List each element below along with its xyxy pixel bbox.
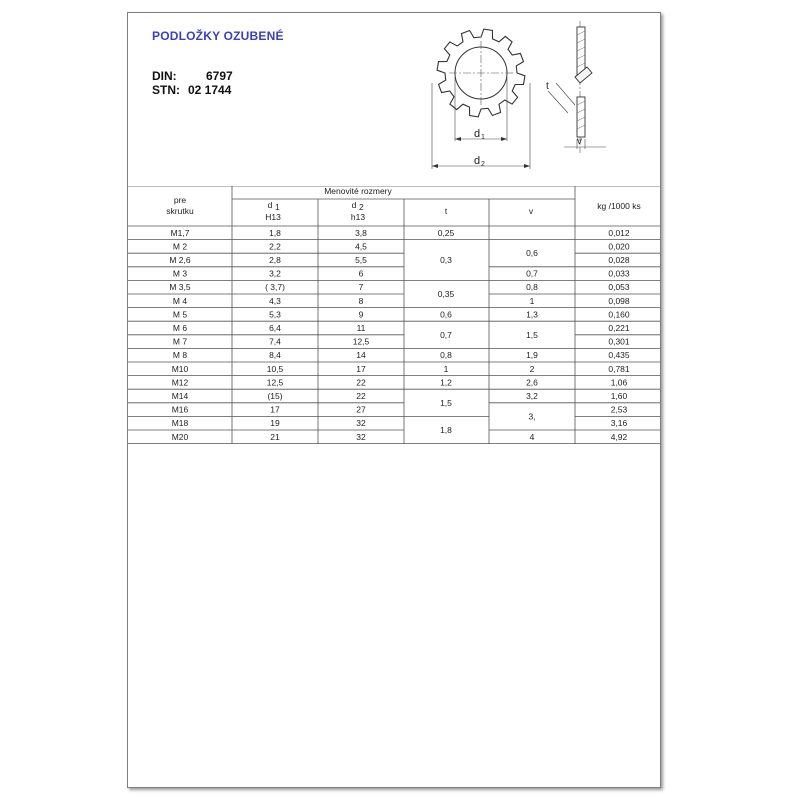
cell-d1: 19 — [270, 418, 280, 429]
cell-weight: 1,06 — [610, 377, 628, 388]
cell-v: 0,6 — [526, 248, 538, 259]
cell-d2: 7 — [358, 282, 364, 293]
cell-d2: 17 — [356, 363, 366, 374]
header-t: t — [444, 206, 448, 216]
cell-weight: 0,020 — [608, 241, 630, 252]
cell-screw-size: M16 — [171, 404, 189, 415]
cell-d2: 4,5 — [355, 241, 367, 252]
cell-d2: 9 — [358, 309, 364, 320]
cell-weight: 2,53 — [610, 404, 628, 415]
cell-d2: 22 — [356, 391, 366, 401]
header-skrutku: skrutku — [166, 206, 194, 216]
cell-screw-size: M10 — [171, 363, 189, 374]
d2-dimension — [432, 83, 530, 169]
toothed-washer-front-view — [437, 29, 525, 117]
header-d2-tolerance: h13 — [350, 212, 366, 222]
cell-weight: 0,012 — [608, 227, 630, 238]
cell-screw-size: M 3 — [172, 268, 188, 279]
cell-screw-size: M 2 — [172, 241, 188, 252]
cell-weight: 0,301 — [608, 336, 630, 347]
cell-d1: (15) — [267, 391, 283, 401]
header-d1: d — [267, 200, 273, 210]
cell-v: 1,9 — [526, 350, 538, 361]
cell-d1: 4,3 — [269, 295, 281, 306]
cell-d1: 3,2 — [269, 268, 281, 279]
header-d2-subscript: 2 — [359, 202, 364, 212]
cell-d1: 17 — [270, 404, 280, 415]
cell-t: 1,5 — [440, 397, 452, 408]
cell-v: 2 — [529, 363, 535, 374]
cell-screw-size: M20 — [171, 431, 189, 442]
cell-v: 1,3 — [526, 309, 538, 320]
cell-weight: 0,098 — [608, 295, 630, 306]
cell-d2: 27 — [356, 404, 366, 415]
cell-screw-size: M14 — [171, 391, 189, 401]
table-header — [166, 186, 640, 222]
d2-subscript: 2 — [481, 161, 485, 168]
cell-t: 0,3 — [440, 255, 452, 265]
stn-value: 02 1744 — [188, 83, 232, 97]
cell-d1: 21 — [270, 431, 280, 442]
cell-d2: 22 — [356, 377, 366, 388]
cell-t: 0,8 — [440, 350, 452, 361]
cell-weight: 0,160 — [608, 309, 630, 320]
cell-d2: 14 — [356, 350, 366, 361]
cell-weight: 1,60 — [610, 391, 628, 401]
cell-v: 1,5 — [526, 329, 538, 340]
cell-screw-size: M 2,6 — [169, 255, 191, 265]
cell-d2: 12,5 — [352, 336, 370, 347]
cell-screw-size: M 3,5 — [169, 282, 191, 293]
cell-weight: 0,221 — [608, 323, 630, 333]
cell-t: 0,35 — [437, 289, 455, 299]
header-pre: pre — [173, 195, 187, 205]
cell-v: 1 — [529, 295, 535, 306]
cell-screw-size: M 7 — [172, 336, 188, 347]
cell-t: 1 — [443, 363, 449, 374]
cell-d1: ( 3,7) — [265, 282, 285, 293]
cell-weight: 0,435 — [608, 350, 630, 361]
cell-weight: 0,028 — [608, 255, 630, 265]
datasheet-page — [127, 12, 661, 788]
cell-v: 3,2 — [526, 391, 538, 401]
cell-weight: 0,781 — [608, 363, 630, 374]
cell-d2: 32 — [356, 431, 366, 442]
header-d1-subscript: 1 — [275, 202, 280, 212]
cell-screw-size: M1,7 — [170, 227, 190, 238]
cell-d2: 8 — [358, 295, 364, 306]
cell-weight: 3,16 — [610, 418, 628, 429]
cell-screw-size: M12 — [171, 377, 189, 388]
cell-screw-size: M 5 — [172, 309, 188, 320]
cell-d1: 8,4 — [269, 350, 281, 361]
cell-d1: 10,5 — [266, 363, 284, 374]
t-label: t — [546, 81, 549, 92]
cell-screw-size: M 4 — [172, 295, 188, 306]
cell-v: 4 — [529, 431, 535, 442]
header-kg: kg /1000 ks — [597, 201, 641, 211]
washer-technical-drawing — [128, 13, 660, 188]
cell-weight: 0,053 — [608, 282, 630, 293]
cell-d1: 5,3 — [269, 309, 281, 320]
cell-v: 0,8 — [526, 282, 538, 293]
cell-t: 0,25 — [437, 227, 455, 238]
cell-v: 0,7 — [526, 268, 538, 279]
cell-t: 0,6 — [440, 309, 452, 320]
cell-screw-size: M 8 — [172, 350, 188, 361]
cell-screw-size: M18 — [171, 418, 189, 429]
d1-label: d — [474, 128, 481, 140]
cell-d1: 12,5 — [266, 377, 284, 388]
header-d2: d — [351, 200, 357, 210]
cell-d1: 2,2 — [269, 241, 281, 252]
cell-d2: 11 — [356, 323, 366, 333]
cell-weight: 4,92 — [610, 431, 628, 442]
cell-v: 3, — [528, 411, 536, 422]
cell-d1: 6,4 — [269, 323, 281, 333]
cell-d1: 1,8 — [269, 227, 281, 238]
header-d1-tolerance: H13 — [265, 212, 281, 222]
cell-d2: 3,8 — [355, 227, 367, 238]
d2-label: d — [474, 155, 481, 167]
cell-d2: 5,5 — [355, 255, 367, 265]
stn-label: STN: — [152, 83, 180, 97]
dimensions-table — [128, 186, 660, 446]
cell-t: 0,7 — [440, 329, 452, 340]
v-label: v — [577, 136, 582, 147]
cell-v: 2,6 — [526, 377, 538, 388]
din-label: DIN: — [152, 69, 177, 83]
cell-screw-size: M 6 — [172, 323, 188, 333]
d1-subscript: 1 — [481, 134, 485, 141]
cell-t: 1,8 — [440, 425, 452, 435]
page-title: PODLOŽKY OZUBENÉ — [152, 29, 284, 43]
cell-d1: 7,4 — [269, 336, 281, 347]
cell-weight: 0,033 — [608, 268, 630, 279]
cell-d1: 2,8 — [269, 255, 281, 265]
header-v: v — [528, 206, 534, 216]
cell-d2: 6 — [358, 268, 364, 279]
table-grid — [128, 186, 660, 444]
header-menovite-rozmery: Menovité rozmery — [324, 186, 392, 196]
washer-side-view — [546, 21, 606, 153]
cell-d2: 32 — [356, 418, 366, 429]
din-value: 6797 — [206, 69, 233, 83]
cell-t: 1,2 — [440, 377, 452, 388]
